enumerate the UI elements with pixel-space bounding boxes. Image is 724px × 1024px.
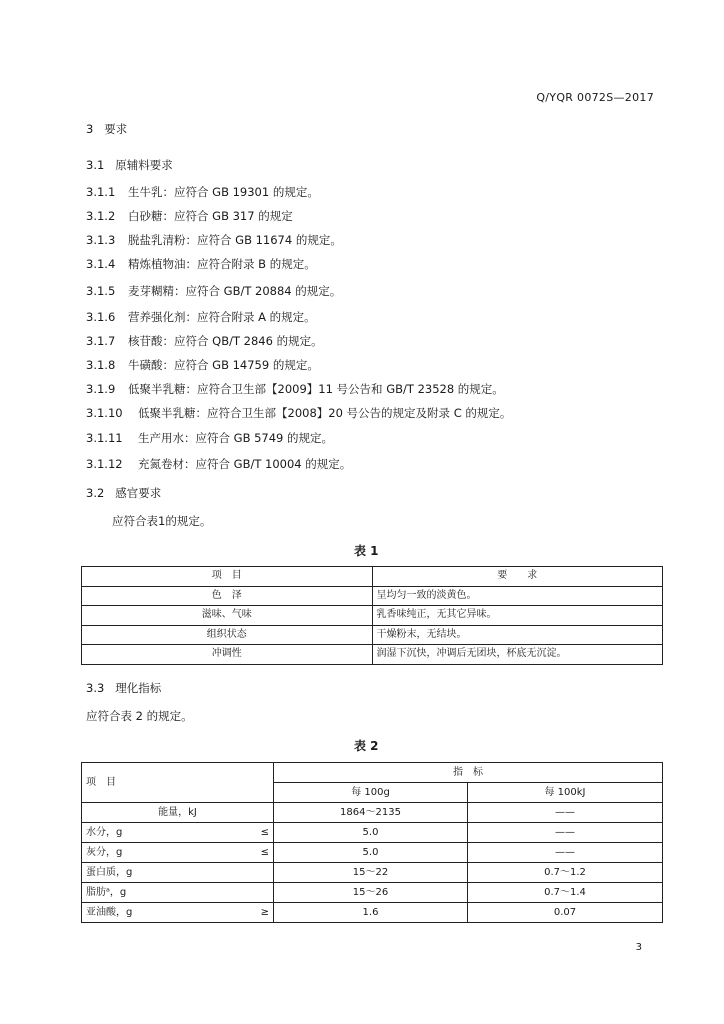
item-number: 3.1.5 <box>86 284 116 298</box>
item-3-1-2 <box>86 208 293 224</box>
table-row <box>82 625 663 645</box>
row-item: 滋味、气味 <box>82 606 373 626</box>
header-item: 项 目 <box>82 763 274 803</box>
row-name-text: 亚油酸，g <box>86 907 133 918</box>
item-3-1-6 <box>86 309 316 325</box>
comparison-symbol: ≥ <box>260 907 269 918</box>
item-3-1-9 <box>86 381 504 397</box>
header-item: 项 目 <box>82 567 373 587</box>
item-3-1-12 <box>86 456 351 472</box>
row-requirement: 润湿下沉快，冲调后无团块，杯底无沉淀。 <box>372 645 663 665</box>
header-per-100g: 每 100g <box>274 783 468 803</box>
table-row <box>82 645 663 665</box>
item-3-1-11 <box>86 430 333 446</box>
section-number: 3.2 <box>86 486 105 500</box>
table-header-row <box>82 763 663 783</box>
table-2 <box>81 762 663 923</box>
row-name <box>82 843 274 863</box>
item-3-1-3 <box>86 232 342 248</box>
row-name-text: 灰分，g <box>86 847 123 858</box>
item-text: 精炼植物油：应符合附录 B 的规定。 <box>128 257 316 271</box>
table-row <box>82 823 663 843</box>
row-name <box>82 823 274 843</box>
item-number: 3.1.11 <box>86 431 123 445</box>
item-text: 低聚半乳糖：应符合卫生部【2009】11 号公告和 GB/T 23528 的规定。 <box>128 382 504 396</box>
row-value-100kj: 0.7～1.2 <box>468 863 663 883</box>
row-value-100kj: —— <box>468 803 663 823</box>
comparison-symbol: ≤ <box>260 847 269 858</box>
table-row <box>82 586 663 606</box>
item-text: 白砂糖：应符合 GB 317 的规定 <box>128 209 293 223</box>
header-per-100kj: 每 100kJ <box>468 783 663 803</box>
item-3-1-7 <box>86 333 323 349</box>
item-3-1-10 <box>86 405 511 421</box>
item-text: 充氮卷材：应符合 GB/T 10004 的规定。 <box>138 457 352 471</box>
item-text: 营养强化剂：应符合附录 A 的规定。 <box>128 310 316 324</box>
row-value-100kj: 0.07 <box>468 903 663 923</box>
section-3-2-text: 应符合表1的规定。 <box>112 514 212 528</box>
row-name <box>82 883 274 903</box>
row-value-100g: 1864～2135 <box>274 803 468 823</box>
row-item: 组织状态 <box>82 625 373 645</box>
row-requirement: 呈均匀一致的淡黄色。 <box>372 586 663 606</box>
header-index: 指 标 <box>274 763 663 783</box>
section-3-3-heading <box>86 680 161 696</box>
table-row <box>82 883 663 903</box>
row-name-text: 蛋白质，g <box>86 867 133 878</box>
item-text: 低聚半乳糖：应符合卫生部【2008】20 号公告的规定及附录 C 的规定。 <box>138 406 512 420</box>
page-number: 3 <box>635 942 642 953</box>
row-value-100kj: 0.7～1.4 <box>468 883 663 903</box>
item-3-1-1 <box>86 184 319 200</box>
row-name <box>82 863 274 883</box>
table-row <box>82 843 663 863</box>
header-requirement: 要 求 <box>372 567 663 587</box>
row-value-100g: 5.0 <box>274 843 468 863</box>
section-3-heading <box>86 121 127 137</box>
item-number: 3.1.4 <box>86 257 116 271</box>
item-number: 3.1.1 <box>86 185 116 199</box>
row-item: 冲调性 <box>82 645 373 665</box>
row-name-text: 水分，g <box>86 827 123 838</box>
row-value-100g: 5.0 <box>274 823 468 843</box>
row-name <box>82 903 274 923</box>
item-number: 3.1.12 <box>86 457 123 471</box>
item-number: 3.1.3 <box>86 233 116 247</box>
item-text: 牛磺酸：应符合 GB 14759 的规定。 <box>128 358 319 372</box>
row-name-text: 脂肪ᵃ，g <box>86 887 127 898</box>
section-title: 感官要求 <box>115 486 162 500</box>
item-text: 生产用水：应符合 GB 5749 的规定。 <box>138 431 334 445</box>
row-name <box>82 803 274 823</box>
item-number: 3.1.6 <box>86 310 116 324</box>
row-requirement: 干燥粉末，无结块。 <box>372 625 663 645</box>
item-3-1-8 <box>86 357 319 373</box>
table-row <box>82 803 663 823</box>
row-value-100g: 15～26 <box>274 883 468 903</box>
comparison-symbol: ≤ <box>260 827 269 838</box>
item-text: 核苷酸：应符合 QB/T 2846 的规定。 <box>128 334 323 348</box>
item-number: 3.1.2 <box>86 209 116 223</box>
table-2-caption: 表 2 <box>354 739 379 753</box>
table-header-row <box>82 567 663 587</box>
item-3-1-5 <box>86 283 341 299</box>
row-value-100kj: —— <box>468 823 663 843</box>
section-3-3-text: 应符合表 2 的规定。 <box>86 709 193 723</box>
section-title: 原辅料要求 <box>115 158 173 172</box>
section-title: 要求 <box>104 122 128 136</box>
row-item: 色 泽 <box>82 586 373 606</box>
row-value-100kj: —— <box>468 843 663 863</box>
item-text: 生牛乳：应符合 GB 19301 的规定。 <box>128 185 319 199</box>
item-number: 3.1.8 <box>86 358 116 372</box>
table-row <box>82 863 663 883</box>
section-3-1-heading <box>86 157 173 173</box>
item-3-1-4 <box>86 256 316 272</box>
table-1 <box>81 566 663 665</box>
item-number: 3.1.9 <box>86 382 116 396</box>
section-3-2-heading <box>86 485 161 501</box>
section-number: 3 <box>86 122 94 136</box>
row-value-100g: 15～22 <box>274 863 468 883</box>
row-value-100g: 1.6 <box>274 903 468 923</box>
row-name-text: 能量，kJ <box>158 807 197 818</box>
table-row <box>82 606 663 626</box>
item-number: 3.1.7 <box>86 334 116 348</box>
section-title: 理化指标 <box>115 681 162 695</box>
item-text: 脱盐乳清粉：应符合 GB 11674 的规定。 <box>128 233 342 247</box>
section-number: 3.3 <box>86 681 105 695</box>
document-code: Q/YQR 0072S—2017 <box>536 91 654 104</box>
table-1-caption: 表 1 <box>354 544 379 558</box>
section-number: 3.1 <box>86 158 105 172</box>
row-requirement: 乳香味纯正，无其它异味。 <box>372 606 663 626</box>
item-text: 麦芽糊精：应符合 GB/T 20884 的规定。 <box>128 284 342 298</box>
item-number: 3.1.10 <box>86 406 123 420</box>
table-row <box>82 903 663 923</box>
